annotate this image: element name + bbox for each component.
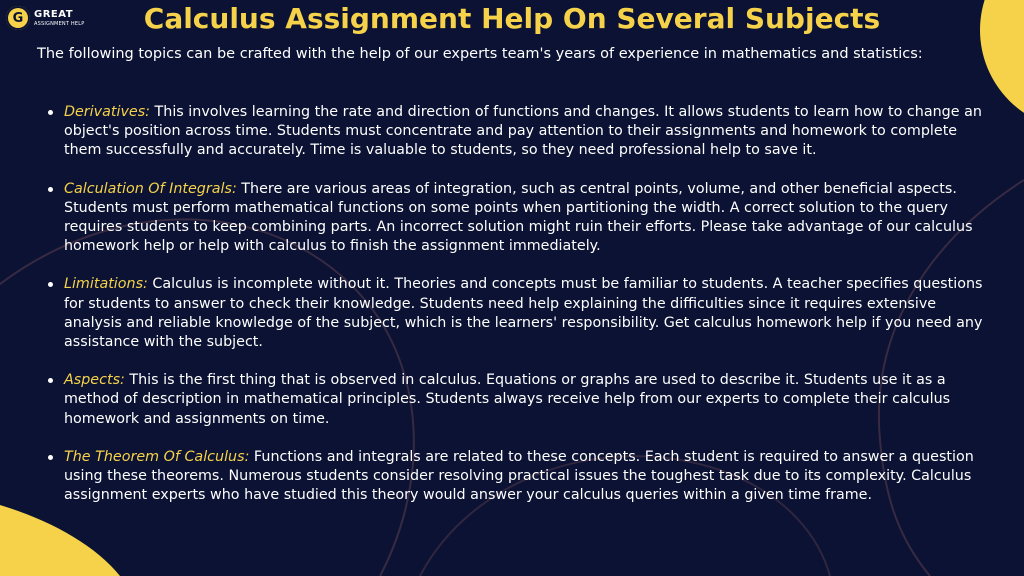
topic-label: Calculation Of Integrals: <box>64 180 237 197</box>
topic-item-derivatives <box>44 103 994 161</box>
bullet-icon <box>48 110 53 115</box>
topic-text: Calculus is incomplete without it. Theories and concepts must be familiar to students. A teacher specifies questions for students to answer to check their knowledge. Students need help explaining the difficulties since it requires extensive analysis and reliable knowledge of the subject, which is the learners' responsibility. Get calculus homework help if you need any assistance with the subject. <box>64 276 983 351</box>
topic-list <box>44 103 994 524</box>
bullet-icon <box>48 455 53 460</box>
intro-paragraph: The following topics can be crafted with the help of our experts team's years of experience in mathematics and statistics: <box>37 46 923 62</box>
bullet-icon <box>48 282 53 287</box>
topic-item-limitations <box>44 275 994 352</box>
topic-label: Derivatives: <box>64 104 150 120</box>
bullet-icon <box>48 187 53 192</box>
topic-text: This involves learning the rate and direction of functions and changes. It allows students to learn how to change an object's position across time. Students must concentrate and pay attention to their assignments and homework to complete them successfully and accurately. Time is valuable to students, so they need professional help to save it. <box>64 104 982 159</box>
topic-item-aspects <box>44 371 994 429</box>
bullet-icon <box>48 378 53 383</box>
topic-text: Functions and integrals are related to these concepts. Each student is required to answer a question using these theorems. Numerous students consider resolving practical issues the toughest task due to its complexity. Calculus assignment experts who have studied this theory would answer your calculus queries within a given time frame. <box>64 448 974 504</box>
brand-tagline: ASSIGNMENT HELP <box>34 20 85 27</box>
topic-label: Aspects: <box>64 372 125 389</box>
topic-text: There are various areas of integration, such as central points, volume, and other beneficial aspects. Students must perform mathematical functions on some points when partitioning the width. A correct solution to the query requires students to keep combining parts. An incorrect solution might ruin their efforts. Please take advantage of our calculus homework help or help with calculus to finish the assignment immediately. <box>64 180 973 255</box>
topic-text: This is the first thing that is observed in calculus. Equations or graphs are used to describe it. Students use it as a method of description in mathematical principles. Students always receive help from our experts to complete their calculus homework and assignments on time. <box>64 372 951 427</box>
topic-item-theorem <box>44 448 994 506</box>
topic-label: The Theorem Of Calculus: <box>64 448 250 465</box>
brand-name: GREAT <box>34 8 74 20</box>
topic-label: Limitations: <box>64 276 148 293</box>
page-title: Calculus Assignment Help On Several Subjects <box>143 2 881 35</box>
topic-item-integrals <box>44 180 994 257</box>
brand-logo-icon: G <box>6 6 30 30</box>
